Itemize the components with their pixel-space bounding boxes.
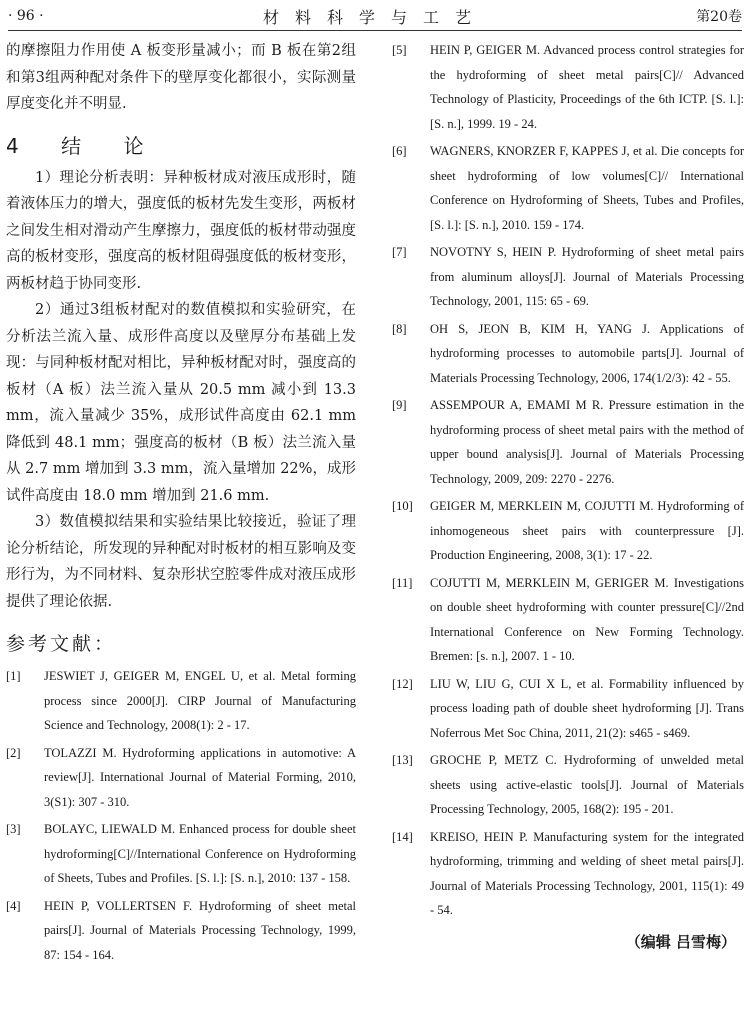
reference-item [392, 748, 744, 822]
volume-label: 第20卷 [696, 9, 742, 25]
header-divider [8, 30, 742, 31]
reference-text: HEIN P, VOLLERTSEN F. Hydroforming of sheet metal pairs[J]. Journal of Materials Processing Technology, 1999, 87: 154 - 164. [44, 898, 356, 962]
reference-number: [12] [392, 676, 413, 691]
conclusion-paragraph: 1）理论分析表明：异种板材成对液压成形时，随着液体压力的增大，强度低的板材先发生变形，两板材之间发生相对滑动产生摩擦力，强度低的板材带动强度高的板材变形，强度高的板材阻碍强度低的板材变形，两板材趋于协同变形. [6, 169, 356, 292]
reference-number: [4] [6, 898, 21, 913]
reference-item [392, 672, 744, 746]
reference-number: [8] [392, 321, 407, 336]
reference-item [6, 664, 356, 738]
reference-number: [5] [392, 43, 407, 57]
journal-title: 材料科学与工艺 [262, 7, 487, 27]
reference-text: COJUTTI M, MERKLEIN M, GERIGER M. Investigations on double sheet hydroforming with counter pressure[C]//2nd International Conference on New Forming Technology. Bremen: [s. n.], 2007. 1 - 10. [430, 575, 744, 663]
reference-item [392, 38, 744, 136]
reference-number: [13] [392, 753, 413, 767]
reference-text: GEIGER M, MERKLEIN M, COJUTTI M. Hydroforming of inhomogeneous sheet pairs with counterpressure [J]. Production Engineering, 2008, 3(1): 17 - 22. [430, 499, 744, 562]
right-column [392, 38, 744, 1018]
reference-text: WAGNERS, KNORZER F, KAPPES J, et al. Die concepts for sheet hydroforming of low volumes[C]// International Conference on Hydroforming of Sheets, Tubes and Profiles, [S. l.]: [S. n.], 2010. 159 - 174. [430, 144, 744, 232]
editor-credit: （编辑 吕雪梅） [625, 932, 736, 951]
reference-text: ASSEMPOUR A, EMAMI M R. Pressure estimation in the hydroforming process of sheet metal pairs with the method of upper bound analysis[J]. Journal of Materials Processing Technology, 2009, 209: 2270 - 2276. [430, 398, 744, 486]
reference-item [392, 317, 744, 391]
reference-item [6, 817, 356, 891]
reference-number: [9] [392, 398, 407, 412]
reference-text: GROCHE P, METZ C. Hydroforming of unwelded metal sheets using active-elastic tools[J]. Journal of Materials Processing Technology, 2005, 168(2): 195 - 201. [430, 753, 744, 816]
reference-number: [6] [392, 144, 407, 158]
conclusions [6, 165, 356, 616]
reference-list-left [6, 664, 356, 967]
reference-number: [3] [6, 822, 21, 836]
reference-number: [7] [392, 245, 407, 259]
conclusion-paragraph: 3）数值模拟结果和实验结果比较接近，验证了理论分析结论，所发现的异种配对时板材的相互影响及变形行为，为不同材料、复杂形状空腔零件成对液压成形提供了理论依据. [6, 514, 356, 610]
reference-number: [14] [392, 829, 413, 844]
reference-text: NOVOTNY S, HEIN P. Hydroforming of sheet metal pairs from aluminum alloys[J]. Journal of Materials Processing Technology, 2001, 115: 65 - 69. [430, 245, 744, 308]
reference-text: JESWIET J, GEIGER M, ENGEL U, et al. Metal forming process since 2000[J]. CIRP Journal of Manufacturing Science and Technology, 2008(1): 2 - 17. [44, 669, 356, 732]
reference-number: [10] [392, 499, 413, 513]
running-header [8, 4, 742, 28]
continuation-paragraph: 的摩擦阻力作用使 A 板变形量减小；而 B 板在第2组和第3组两种配对条件下的壁厚变化都很小，实际测量厚度变化并不明显. [6, 43, 356, 112]
reference-text: KREISO, HEIN P. Manufacturing system for the integrated hydroforming, trimming and welding of sheet metal pairs[J]. Journal of Materials Processing Technology, 2001, 115(1): 49 - 54. [430, 829, 744, 917]
reference-list-right [392, 38, 744, 923]
reference-text: LIU W, LIU G, CUI X L, et al. Formability influenced by process loading path of double sheet hydroforming [J]. Trans Noferrous Met Soc China, 2011, 21(2): s465 - s469. [430, 676, 744, 740]
reference-item [392, 571, 744, 669]
reference-item [6, 741, 356, 815]
reference-text: BOLAYC, LIEWALD M. Enhanced process for double sheet hydroforming[C]//International Conference on Hydroforming of Sheets, Tubes and Profiles. [S. l.]: [S. n.], 2010: 137 - 158. [44, 822, 356, 885]
section-heading: 4 结 论 [6, 133, 162, 158]
reference-item [392, 494, 744, 568]
reference-item [392, 240, 744, 314]
reference-text: TOLAZZI M. Hydroforming applications in automotive: A review[J]. International Journal of Material Forming, 2010, 3(S1): 307 - 310. [44, 745, 356, 809]
reference-item [392, 139, 744, 237]
references-heading: 参考文献： [6, 633, 117, 655]
reference-text: HEIN P, GEIGER M. Advanced process control strategies for the hydroforming of sheet metal pairs[C]// Advanced Technology of Plasticity, Proceedings of the 6th ICTP. [S. l.]: [S. n.], 1999. 19 - 24. [430, 43, 744, 131]
reference-number: [11] [392, 575, 413, 590]
reference-number: [1] [6, 669, 21, 683]
reference-item [392, 825, 744, 923]
left-column [6, 38, 356, 1018]
reference-item [6, 894, 356, 968]
reference-number: [2] [6, 745, 21, 760]
conclusion-paragraph: 2）通过3组板材配对的数值模拟和实验研究，在分析法兰流入量、成形件高度以及壁厚分布基础上发现：与同种板材配对相比，异种板材配对时，强度高的板材（A 板）法兰流入量从 20.5 mm 减小到 13.3 mm，流入量减少 35%，成形试件高度由 62.1 mm 降低到 48.1 mm；强度高的板材（B 板）法兰流入量从 2.7 mm 增加到 3.3 mm，流入量增加 22%，成形试件高度由 18.0 mm 增加到 21.6 mm. [6, 302, 356, 504]
reference-item [392, 393, 744, 491]
reference-text: OH S, JEON B, KIM H, YANG J. Applications of hydroforming processes to automobile parts[J]. Journal of Materials Processing Technology, 2006, 174(1/2/3): 42 - 55. [430, 321, 744, 385]
body-text [6, 38, 356, 118]
page-number: · 96 · [8, 8, 44, 24]
